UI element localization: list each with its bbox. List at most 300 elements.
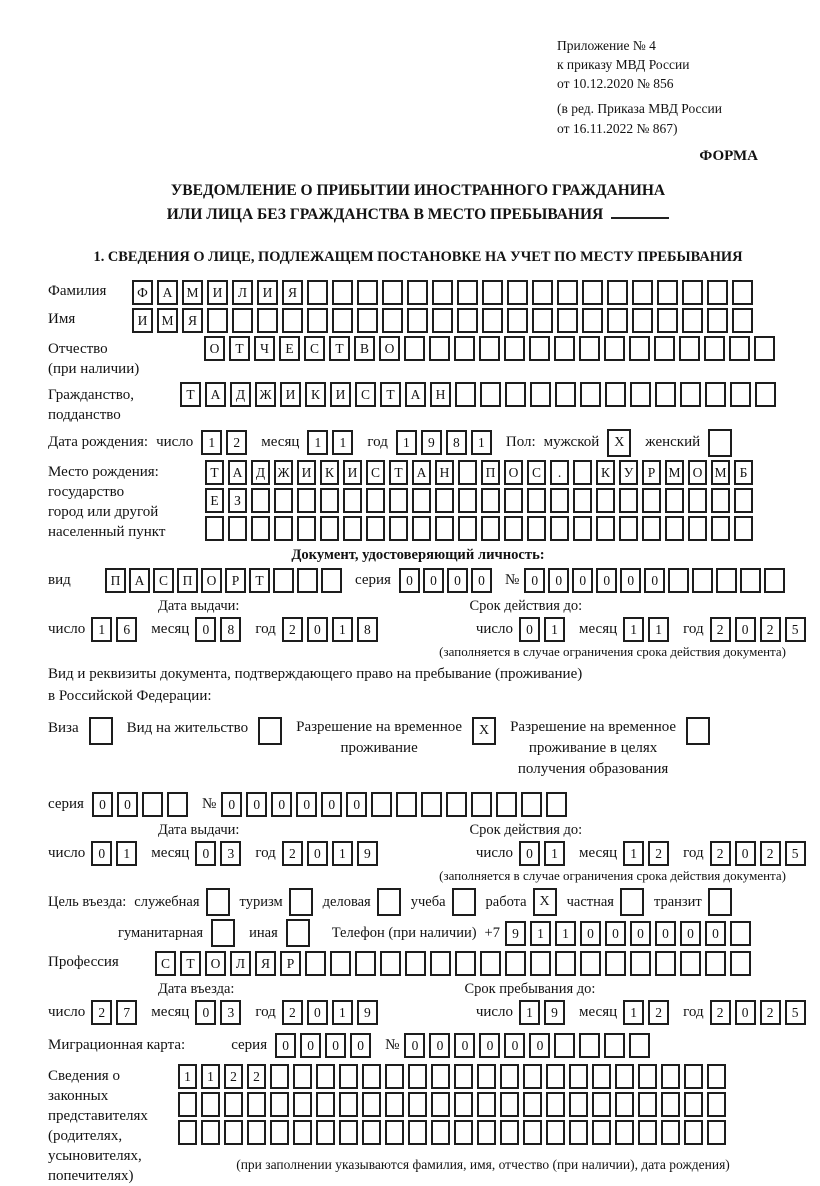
char-cell[interactable]: [550, 516, 569, 541]
char-cell[interactable]: 0: [117, 792, 138, 817]
char-cell[interactable]: [557, 308, 578, 333]
char-cell[interactable]: [339, 1064, 358, 1089]
char-cell[interactable]: Т: [249, 568, 270, 593]
char-cell[interactable]: [385, 1064, 404, 1089]
issue-year-cells[interactable]: [282, 617, 382, 642]
char-cell[interactable]: [320, 516, 339, 541]
char-cell[interactable]: Н: [435, 460, 454, 485]
char-cell[interactable]: Т: [205, 460, 224, 485]
char-cell[interactable]: 9: [505, 921, 526, 946]
char-cell[interactable]: 0: [195, 841, 216, 866]
valid-year-cells[interactable]: [710, 617, 810, 642]
birth-place-cells-1[interactable]: [205, 460, 757, 485]
birth-day-cells[interactable]: [201, 430, 251, 455]
char-cell[interactable]: [682, 308, 703, 333]
char-cell[interactable]: [431, 1064, 450, 1089]
char-cell[interactable]: [270, 1120, 289, 1145]
char-cell[interactable]: 0: [275, 1033, 296, 1058]
char-cell[interactable]: [481, 488, 500, 513]
char-cell[interactable]: [201, 1120, 220, 1145]
char-cell[interactable]: 0: [447, 568, 468, 593]
char-cell[interactable]: [366, 516, 385, 541]
char-cell[interactable]: [332, 280, 353, 305]
char-cell[interactable]: А: [405, 382, 426, 407]
char-cell[interactable]: [458, 460, 477, 485]
char-cell[interactable]: 1: [623, 841, 644, 866]
char-cell[interactable]: Т: [380, 382, 401, 407]
purpose-private-checkbox[interactable]: [620, 888, 644, 916]
char-cell[interactable]: 1: [519, 1000, 540, 1025]
char-cell[interactable]: 0: [195, 1000, 216, 1025]
char-cell[interactable]: [504, 336, 525, 361]
char-cell[interactable]: 0: [630, 921, 651, 946]
char-cell[interactable]: [705, 951, 726, 976]
char-cell[interactable]: [523, 1064, 542, 1089]
char-cell[interactable]: [142, 792, 163, 817]
char-cell[interactable]: [579, 336, 600, 361]
char-cell[interactable]: 0: [300, 1033, 321, 1058]
char-cell[interactable]: [385, 1092, 404, 1117]
char-cell[interactable]: 0: [423, 568, 444, 593]
char-cell[interactable]: Т: [180, 382, 201, 407]
char-cell[interactable]: [207, 308, 228, 333]
char-cell[interactable]: [479, 336, 500, 361]
char-cell[interactable]: [307, 308, 328, 333]
char-cell[interactable]: 0: [644, 568, 665, 593]
char-cell[interactable]: [454, 1064, 473, 1089]
char-cell[interactable]: [573, 460, 592, 485]
char-cell[interactable]: И: [280, 382, 301, 407]
char-cell[interactable]: 0: [429, 1033, 450, 1058]
char-cell[interactable]: Т: [180, 951, 201, 976]
char-cell[interactable]: [554, 336, 575, 361]
char-cell[interactable]: Ж: [274, 460, 293, 485]
profession-cells[interactable]: [155, 951, 755, 976]
char-cell[interactable]: [458, 488, 477, 513]
char-cell[interactable]: [716, 568, 737, 593]
char-cell[interactable]: [297, 516, 316, 541]
char-cell[interactable]: [605, 382, 626, 407]
char-cell[interactable]: [305, 951, 326, 976]
char-cell[interactable]: [224, 1092, 243, 1117]
char-cell[interactable]: [366, 488, 385, 513]
char-cell[interactable]: [332, 308, 353, 333]
char-cell[interactable]: 0: [705, 921, 726, 946]
char-cell[interactable]: [632, 280, 653, 305]
char-cell[interactable]: [679, 336, 700, 361]
char-cell[interactable]: [680, 382, 701, 407]
char-cell[interactable]: [573, 516, 592, 541]
char-cell[interactable]: [505, 382, 526, 407]
char-cell[interactable]: [330, 951, 351, 976]
char-cell[interactable]: [688, 488, 707, 513]
char-cell[interactable]: З: [228, 488, 247, 513]
char-cell[interactable]: 1: [332, 841, 353, 866]
char-cell[interactable]: [632, 308, 653, 333]
birth-place-cells-3[interactable]: [205, 516, 757, 541]
char-cell[interactable]: 0: [350, 1033, 371, 1058]
char-cell[interactable]: [592, 1120, 611, 1145]
char-cell[interactable]: [730, 382, 751, 407]
char-cell[interactable]: Т: [389, 460, 408, 485]
char-cell[interactable]: 2: [760, 841, 781, 866]
char-cell[interactable]: [764, 568, 785, 593]
char-cell[interactable]: 5: [785, 617, 806, 642]
sex-male-checkbox[interactable]: X: [607, 429, 631, 457]
char-cell[interactable]: [382, 280, 403, 305]
char-cell[interactable]: [569, 1092, 588, 1117]
char-cell[interactable]: 2: [710, 1000, 731, 1025]
char-cell[interactable]: 2: [282, 617, 303, 642]
char-cell[interactable]: [362, 1092, 381, 1117]
char-cell[interactable]: 8: [357, 617, 378, 642]
char-cell[interactable]: [680, 951, 701, 976]
residence-valid-month-cells[interactable]: [623, 841, 673, 866]
char-cell[interactable]: 0: [524, 568, 545, 593]
char-cell[interactable]: [707, 1064, 726, 1089]
char-cell[interactable]: Ф: [132, 280, 153, 305]
char-cell[interactable]: [604, 1033, 625, 1058]
char-cell[interactable]: [505, 951, 526, 976]
purpose-humanitarian-checkbox[interactable]: [211, 919, 235, 947]
char-cell[interactable]: А: [228, 460, 247, 485]
entry-day-cells[interactable]: [91, 1000, 141, 1025]
char-cell[interactable]: [532, 308, 553, 333]
char-cell[interactable]: [582, 280, 603, 305]
char-cell[interactable]: [734, 488, 753, 513]
char-cell[interactable]: Р: [642, 460, 661, 485]
char-cell[interactable]: И: [257, 280, 278, 305]
char-cell[interactable]: [408, 1064, 427, 1089]
char-cell[interactable]: 0: [605, 921, 626, 946]
char-cell[interactable]: [569, 1064, 588, 1089]
char-cell[interactable]: [557, 280, 578, 305]
stay-year-cells[interactable]: [710, 1000, 810, 1025]
char-cell[interactable]: [454, 1120, 473, 1145]
char-cell[interactable]: [270, 1064, 289, 1089]
char-cell[interactable]: 1: [396, 430, 417, 455]
stay-day-cells[interactable]: [519, 1000, 569, 1025]
char-cell[interactable]: 0: [296, 792, 317, 817]
char-cell[interactable]: [555, 951, 576, 976]
char-cell[interactable]: 0: [346, 792, 367, 817]
char-cell[interactable]: [654, 336, 675, 361]
char-cell[interactable]: [629, 336, 650, 361]
char-cell[interactable]: [707, 1120, 726, 1145]
char-cell[interactable]: 0: [91, 841, 112, 866]
char-cell[interactable]: [389, 488, 408, 513]
citizenship-cells[interactable]: [180, 382, 780, 407]
char-cell[interactable]: 2: [760, 617, 781, 642]
char-cell[interactable]: [293, 1064, 312, 1089]
char-cell[interactable]: [688, 516, 707, 541]
char-cell[interactable]: [357, 280, 378, 305]
char-cell[interactable]: С: [155, 951, 176, 976]
char-cell[interactable]: Л: [230, 951, 251, 976]
valid-month-cells[interactable]: [623, 617, 673, 642]
char-cell[interactable]: [573, 488, 592, 513]
char-cell[interactable]: М: [711, 460, 730, 485]
char-cell[interactable]: С: [304, 336, 325, 361]
char-cell[interactable]: 0: [221, 792, 242, 817]
char-cell[interactable]: [228, 516, 247, 541]
char-cell[interactable]: [523, 1092, 542, 1117]
char-cell[interactable]: [732, 308, 753, 333]
char-cell[interactable]: К: [596, 460, 615, 485]
char-cell[interactable]: [607, 308, 628, 333]
char-cell[interactable]: [692, 568, 713, 593]
char-cell[interactable]: 1: [201, 1064, 220, 1089]
issue-month-cells[interactable]: [195, 617, 245, 642]
char-cell[interactable]: 1: [471, 430, 492, 455]
char-cell[interactable]: Д: [251, 460, 270, 485]
char-cell[interactable]: [232, 308, 253, 333]
char-cell[interactable]: [282, 308, 303, 333]
char-cell[interactable]: 3: [220, 1000, 241, 1025]
char-cell[interactable]: [435, 488, 454, 513]
char-cell[interactable]: [734, 516, 753, 541]
char-cell[interactable]: [704, 336, 725, 361]
char-cell[interactable]: [457, 280, 478, 305]
residence-permit-checkbox[interactable]: [258, 717, 282, 745]
char-cell[interactable]: [668, 568, 689, 593]
char-cell[interactable]: [396, 792, 417, 817]
char-cell[interactable]: 8: [446, 430, 467, 455]
char-cell[interactable]: П: [177, 568, 198, 593]
char-cell[interactable]: [661, 1064, 680, 1089]
char-cell[interactable]: [605, 951, 626, 976]
char-cell[interactable]: [655, 382, 676, 407]
char-cell[interactable]: [504, 488, 523, 513]
char-cell[interactable]: [343, 516, 362, 541]
char-cell[interactable]: 0: [519, 617, 540, 642]
char-cell[interactable]: А: [157, 280, 178, 305]
char-cell[interactable]: 3: [220, 841, 241, 866]
char-cell[interactable]: [604, 336, 625, 361]
char-cell[interactable]: О: [205, 951, 226, 976]
char-cell[interactable]: [482, 280, 503, 305]
char-cell[interactable]: [711, 516, 730, 541]
char-cell[interactable]: 2: [648, 841, 669, 866]
char-cell[interactable]: [389, 516, 408, 541]
char-cell[interactable]: 6: [116, 617, 137, 642]
char-cell[interactable]: [362, 1120, 381, 1145]
sex-female-checkbox[interactable]: [708, 429, 732, 457]
patronymic-cells[interactable]: [204, 336, 779, 361]
char-cell[interactable]: [755, 382, 776, 407]
char-cell[interactable]: К: [305, 382, 326, 407]
char-cell[interactable]: 0: [471, 568, 492, 593]
char-cell[interactable]: [421, 792, 442, 817]
char-cell[interactable]: [431, 1120, 450, 1145]
char-cell[interactable]: 1: [178, 1064, 197, 1089]
char-cell[interactable]: 1: [332, 1000, 353, 1025]
char-cell[interactable]: [454, 1092, 473, 1117]
birth-place-cells-2[interactable]: [205, 488, 757, 513]
char-cell[interactable]: 0: [580, 921, 601, 946]
surname-cells[interactable]: [132, 280, 757, 305]
char-cell[interactable]: [682, 280, 703, 305]
char-cell[interactable]: [429, 336, 450, 361]
char-cell[interactable]: Я: [255, 951, 276, 976]
char-cell[interactable]: [582, 308, 603, 333]
char-cell[interactable]: [530, 382, 551, 407]
char-cell[interactable]: А: [412, 460, 431, 485]
char-cell[interactable]: [274, 488, 293, 513]
char-cell[interactable]: [457, 308, 478, 333]
char-cell[interactable]: [293, 1120, 312, 1145]
entry-month-cells[interactable]: [195, 1000, 245, 1025]
char-cell[interactable]: [661, 1092, 680, 1117]
char-cell[interactable]: [665, 488, 684, 513]
char-cell[interactable]: [405, 951, 426, 976]
char-cell[interactable]: [455, 951, 476, 976]
char-cell[interactable]: [293, 1092, 312, 1117]
char-cell[interactable]: [684, 1064, 703, 1089]
char-cell[interactable]: [273, 568, 294, 593]
char-cell[interactable]: [477, 1064, 496, 1089]
char-cell[interactable]: 2: [91, 1000, 112, 1025]
char-cell[interactable]: [684, 1120, 703, 1145]
char-cell[interactable]: [404, 336, 425, 361]
char-cell[interactable]: 9: [357, 1000, 378, 1025]
char-cell[interactable]: 1: [332, 617, 353, 642]
char-cell[interactable]: [657, 280, 678, 305]
visa-checkbox[interactable]: [89, 717, 113, 745]
char-cell[interactable]: 2: [710, 841, 731, 866]
char-cell[interactable]: [521, 792, 542, 817]
char-cell[interactable]: [523, 1120, 542, 1145]
char-cell[interactable]: 2: [282, 1000, 303, 1025]
char-cell[interactable]: [732, 280, 753, 305]
char-cell[interactable]: [412, 488, 431, 513]
char-cell[interactable]: [496, 792, 517, 817]
residence-issue-month-cells[interactable]: [195, 841, 245, 866]
char-cell[interactable]: [500, 1120, 519, 1145]
char-cell[interactable]: 0: [680, 921, 701, 946]
migration-number-cells[interactable]: [404, 1033, 654, 1058]
char-cell[interactable]: О: [379, 336, 400, 361]
char-cell[interactable]: 1: [555, 921, 576, 946]
char-cell[interactable]: С: [355, 382, 376, 407]
char-cell[interactable]: [339, 1092, 358, 1117]
char-cell[interactable]: [630, 382, 651, 407]
char-cell[interactable]: И: [207, 280, 228, 305]
char-cell[interactable]: 5: [785, 841, 806, 866]
char-cell[interactable]: 0: [504, 1033, 525, 1058]
char-cell[interactable]: Д: [230, 382, 251, 407]
char-cell[interactable]: [385, 1120, 404, 1145]
char-cell[interactable]: [527, 488, 546, 513]
char-cell[interactable]: 2: [710, 617, 731, 642]
char-cell[interactable]: [432, 308, 453, 333]
char-cell[interactable]: [430, 951, 451, 976]
char-cell[interactable]: [247, 1092, 266, 1117]
char-cell[interactable]: 1: [530, 921, 551, 946]
char-cell[interactable]: 0: [325, 1033, 346, 1058]
char-cell[interactable]: [638, 1092, 657, 1117]
char-cell[interactable]: 9: [544, 1000, 565, 1025]
char-cell[interactable]: [546, 1064, 565, 1089]
char-cell[interactable]: [638, 1064, 657, 1089]
char-cell[interactable]: [251, 516, 270, 541]
migration-series-cells[interactable]: [275, 1033, 375, 1058]
char-cell[interactable]: П: [105, 568, 126, 593]
char-cell[interactable]: [382, 308, 403, 333]
birth-month-cells[interactable]: [307, 430, 357, 455]
char-cell[interactable]: [592, 1064, 611, 1089]
char-cell[interactable]: [630, 951, 651, 976]
char-cell[interactable]: 0: [529, 1033, 550, 1058]
char-cell[interactable]: .: [550, 460, 569, 485]
char-cell[interactable]: [224, 1120, 243, 1145]
representatives-cells-3[interactable]: [178, 1120, 788, 1145]
char-cell[interactable]: Е: [205, 488, 224, 513]
char-cell[interactable]: 0: [307, 841, 328, 866]
char-cell[interactable]: 2: [648, 1000, 669, 1025]
char-cell[interactable]: В: [354, 336, 375, 361]
char-cell[interactable]: П: [481, 460, 500, 485]
residence-valid-day-cells[interactable]: [519, 841, 569, 866]
char-cell[interactable]: 0: [655, 921, 676, 946]
char-cell[interactable]: 0: [596, 568, 617, 593]
char-cell[interactable]: [481, 516, 500, 541]
char-cell[interactable]: [665, 516, 684, 541]
char-cell[interactable]: 2: [224, 1064, 243, 1089]
residence-issue-year-cells[interactable]: [282, 841, 382, 866]
char-cell[interactable]: Ч: [254, 336, 275, 361]
char-cell[interactable]: С: [366, 460, 385, 485]
char-cell[interactable]: [730, 951, 751, 976]
char-cell[interactable]: [555, 382, 576, 407]
stay-month-cells[interactable]: [623, 1000, 673, 1025]
char-cell[interactable]: [596, 516, 615, 541]
char-cell[interactable]: [729, 336, 750, 361]
char-cell[interactable]: [355, 951, 376, 976]
char-cell[interactable]: [446, 792, 467, 817]
char-cell[interactable]: [580, 951, 601, 976]
char-cell[interactable]: 2: [247, 1064, 266, 1089]
char-cell[interactable]: [362, 1064, 381, 1089]
purpose-business-checkbox[interactable]: [377, 888, 401, 916]
char-cell[interactable]: Л: [232, 280, 253, 305]
char-cell[interactable]: [532, 280, 553, 305]
char-cell[interactable]: М: [157, 308, 178, 333]
char-cell[interactable]: Я: [282, 280, 303, 305]
char-cell[interactable]: [343, 488, 362, 513]
char-cell[interactable]: Т: [329, 336, 350, 361]
char-cell[interactable]: А: [129, 568, 150, 593]
char-cell[interactable]: [629, 1033, 650, 1058]
purpose-transit-checkbox[interactable]: [708, 888, 732, 916]
given-name-cells[interactable]: [132, 308, 757, 333]
char-cell[interactable]: [178, 1120, 197, 1145]
char-cell[interactable]: 0: [321, 792, 342, 817]
char-cell[interactable]: [546, 1092, 565, 1117]
char-cell[interactable]: [307, 280, 328, 305]
char-cell[interactable]: Я: [182, 308, 203, 333]
char-cell[interactable]: 0: [454, 1033, 475, 1058]
char-cell[interactable]: [297, 568, 318, 593]
char-cell[interactable]: С: [527, 460, 546, 485]
char-cell[interactable]: И: [330, 382, 351, 407]
char-cell[interactable]: [642, 516, 661, 541]
char-cell[interactable]: [316, 1092, 335, 1117]
char-cell[interactable]: 0: [246, 792, 267, 817]
temporary-residence-checkbox[interactable]: X: [472, 717, 496, 745]
char-cell[interactable]: 9: [421, 430, 442, 455]
char-cell[interactable]: [500, 1092, 519, 1117]
